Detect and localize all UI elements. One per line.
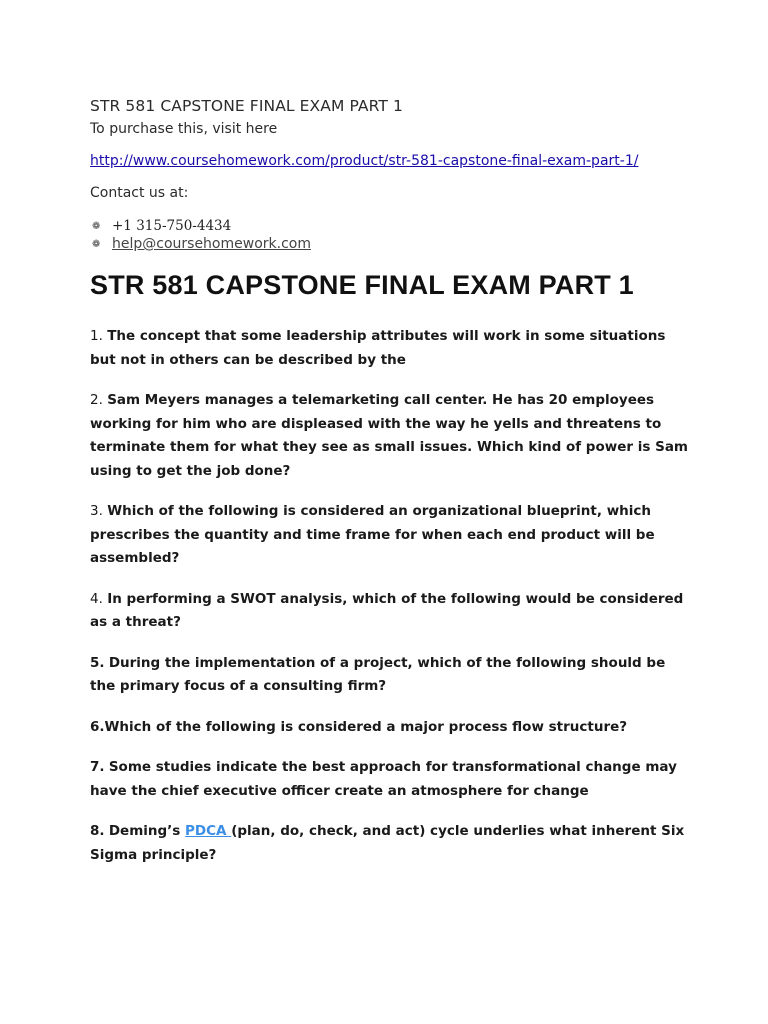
question-text: In performing a SWOT analysis, which of the following would be considered as a threat? — [90, 590, 684, 630]
main-title: STR 581 CAPSTONE FINAL EXAM PART 1 — [90, 270, 634, 300]
question-1 — [90, 325, 690, 372]
product-link[interactable]: http://www.coursehomework.com/product/str-581-capstone-final-exam-part-1/ — [90, 153, 639, 169]
question-number: 8. — [90, 823, 105, 839]
question-text: Some studies indicate the best approach for transformational change may have the chief executive officer create an atmosphere for change — [90, 759, 677, 799]
question-text: Which of the following is considered an organizational blueprint, which prescribes the quantity and time frame for when each end product will be assembled? — [90, 503, 655, 566]
phone-number: +1 315-750-4434 — [112, 218, 232, 234]
question-3 — [90, 500, 690, 571]
question-2 — [90, 389, 690, 483]
question-text: Which of the following is considered a major process flow structure? — [104, 718, 628, 735]
question-number: 4. — [90, 590, 103, 607]
contact-email-item — [92, 236, 311, 252]
top-title: STR 581 CAPSTONE FINAL EXAM PART 1 — [90, 97, 403, 115]
purchase-text: To purchase this, visit here — [90, 121, 278, 137]
email-link[interactable]: help@coursehomework.com — [112, 236, 311, 252]
question-7 — [90, 756, 690, 803]
question-text-before: Deming’s — [108, 823, 186, 839]
question-text: During the implementation of a project, which of the following should be the primary focus of a consulting firm? — [90, 654, 666, 694]
question-list — [90, 325, 690, 884]
question-number: 2. — [90, 392, 103, 408]
question-text: Sam Meyers manages a telemarketing call center. He has 20 employees working for him who are displeased with the way he yells and threatens to terminate them for what they see as small issues. Which kind of power is Sam using to get the job done? — [90, 392, 688, 479]
question-text-after: (plan, do, check, and act) cycle underlies what inherent Six Sigma principle? — [90, 823, 685, 863]
bullet-icon: ❁ — [92, 238, 101, 250]
question-number: 6. — [90, 718, 105, 735]
question-number: 7. — [90, 759, 105, 775]
pdca-link[interactable]: PDCA — [185, 823, 232, 839]
question-5 — [90, 652, 690, 699]
question-number: 3. — [90, 503, 103, 519]
question-4 — [90, 588, 690, 635]
contact-phone-item — [92, 218, 231, 234]
question-number: 1. — [90, 328, 103, 344]
question-8 — [90, 820, 690, 867]
question-text: The concept that some leadership attributes will work in some situations but not in others can be described by the — [90, 328, 666, 368]
bullet-icon: ❁ — [92, 220, 101, 232]
question-number: 5. — [90, 654, 105, 671]
contact-label: Contact us at: — [90, 185, 189, 201]
question-6 — [90, 716, 690, 740]
